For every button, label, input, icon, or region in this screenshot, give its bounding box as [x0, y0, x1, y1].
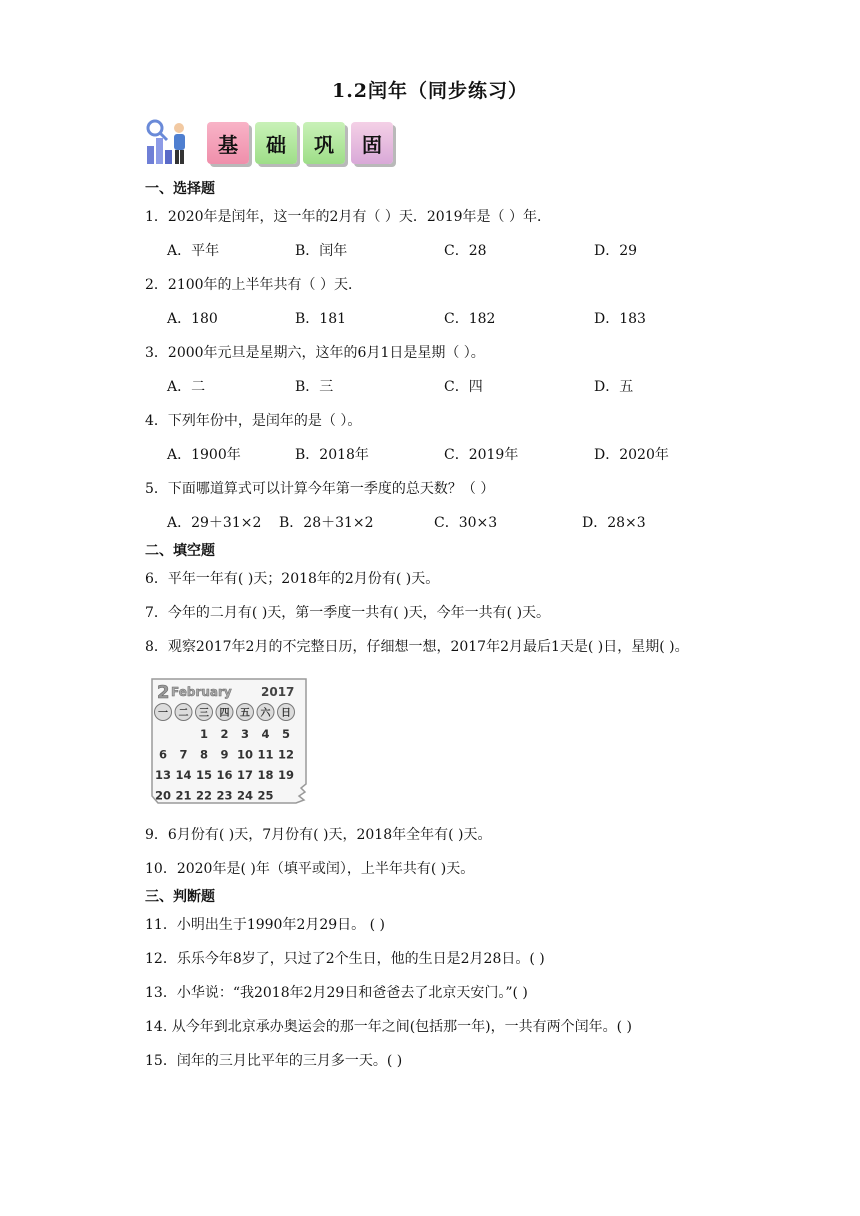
option-d: D．183: [594, 311, 646, 327]
question-8: 8．观察2017年2月的不完整日历，仔细想一想，2017年2月最后1天是( )日，星期( )。: [145, 639, 689, 655]
calendar-day: 20: [154, 788, 172, 803]
option-a: A．二: [167, 379, 206, 395]
section-heading-choice: 一、选择题: [145, 181, 215, 197]
question-7: 7．今年的二月有( )天，第一季度一共有( )天，今年一共有( )天。: [145, 605, 551, 621]
calendar-day: 13: [154, 768, 172, 782]
option-b: B．三: [295, 379, 334, 395]
options-q4: [145, 438, 725, 472]
section-banner: [143, 114, 413, 170]
calendar-month-number: 2: [157, 682, 170, 703]
question-1: 1．2020年是闰年，这一年的2月有（ ）天．2019年是（ ）年．: [145, 209, 551, 225]
calendar-day: 12: [277, 747, 295, 762]
calendar-weekday: 六: [260, 708, 271, 719]
option-c: C．2019年: [444, 447, 519, 463]
question-9: 9．6月份有( )天，7月份有( )天，2018年全年有( )天。: [145, 827, 492, 843]
options-q2: [145, 302, 725, 336]
calendar-weekday: 日: [281, 708, 291, 719]
calendar-feb-2017: [149, 676, 311, 806]
banner-tile-ji: 基: [207, 122, 249, 164]
calendar-day: 11: [257, 747, 274, 762]
options-q5: [145, 506, 725, 540]
question-2: 2．2100年的上半年共有（ ）天．: [145, 277, 362, 293]
calendar-weekday: 一: [158, 708, 168, 719]
calendar-day: 25: [257, 788, 274, 803]
option-d: D．2020年: [594, 447, 669, 463]
question-5: 5．下面哪道算式可以计算今年第一季度的总天数？（ ）: [145, 481, 495, 497]
chart-person-icon: [143, 116, 195, 168]
question-6: 6．平年一年有( )天；2018年的2月份有( )天。: [145, 571, 440, 587]
calendar-day: 2: [220, 727, 229, 741]
calendar-day: 4: [261, 727, 270, 741]
question-3: 3．2000年元旦是星期六，这年的6月1日是星期（ ）。: [145, 345, 485, 361]
option-a: A．1900年: [167, 447, 241, 463]
option-d: D．28×3: [582, 515, 646, 531]
calendar-day: 23: [216, 788, 233, 803]
calendar-month-name: February: [171, 685, 232, 699]
calendar-day: 9: [220, 747, 229, 762]
calendar-day: 8: [199, 747, 209, 762]
option-a: A．平年: [167, 243, 220, 259]
calendar-day: 22: [195, 788, 213, 803]
calendar-weekday: 二: [178, 708, 189, 719]
option-b: B．闰年: [295, 243, 348, 259]
banner-tile-gong: 巩: [303, 122, 345, 164]
calendar-day: 1: [199, 727, 209, 741]
calendar-weekday: 四: [219, 708, 230, 719]
question-4: 4．下列年份中，是闰年的是（ ）。: [145, 413, 362, 429]
page-title: 1.2闰年（同步练习）: [331, 80, 529, 102]
section-heading-judge: 三、判断题: [145, 889, 215, 905]
option-c: C．28: [444, 243, 487, 259]
option-a: A．29＋31×2: [167, 515, 262, 531]
calendar-day: 7: [179, 747, 188, 762]
calendar-day: 17: [236, 768, 254, 782]
options-q3: [145, 370, 725, 404]
question-14: 14. 从今年到北京承办奥运会的那一年之间(包括那一年)，一共有两个闰年。( ): [145, 1019, 633, 1035]
calendar-day: 16: [216, 768, 233, 782]
option-d: D．29: [594, 243, 638, 259]
worksheet-content: [145, 178, 725, 1078]
calendar-day: 10: [236, 747, 254, 762]
calendar-day: 5: [281, 727, 291, 741]
option-a: A．180: [167, 311, 218, 327]
calendar-day: 15: [195, 768, 213, 782]
options-q1: [145, 234, 725, 268]
calendar-day: 19: [277, 768, 295, 782]
calendar-year: 2017: [261, 685, 295, 699]
calendar-weekday: 三: [199, 708, 209, 719]
question-10: 10．2020年是( )年（填平或闰），上半年共有( )天。: [145, 861, 475, 877]
option-c: C．182: [444, 311, 496, 327]
calendar-day: 6: [158, 747, 168, 762]
calendar-weekday: 五: [240, 708, 250, 719]
question-11: 11．小明出生于1990年2月29日。 ( ): [145, 917, 385, 933]
question-13: 13．小华说：“我2018年2月29日和爸爸去了北京天安门。”( ): [145, 985, 528, 1001]
option-b: B．28＋31×2: [279, 515, 374, 531]
option-d: D．五: [594, 379, 634, 395]
section-heading-fill: 二、填空题: [145, 543, 215, 559]
calendar-day: 14: [175, 768, 192, 782]
question-15: 15．闰年的三月比平年的三月多一天。( ): [145, 1053, 403, 1069]
option-c: C．四: [444, 379, 483, 395]
calendar-day: 3: [240, 727, 250, 741]
banner-tile-gu: 固: [351, 122, 393, 164]
question-12: 12．乐乐今年8岁了，只过了2个生日，他的生日是2月28日。( ): [145, 951, 545, 967]
option-c: C．30×3: [434, 515, 498, 531]
calendar-day: 24: [236, 788, 254, 803]
option-b: B．181: [295, 311, 347, 327]
calendar-day: 21: [175, 788, 192, 803]
banner-tile-chu: 础: [255, 122, 297, 164]
option-b: B．2018年: [295, 447, 369, 463]
calendar-day: 18: [257, 768, 274, 782]
